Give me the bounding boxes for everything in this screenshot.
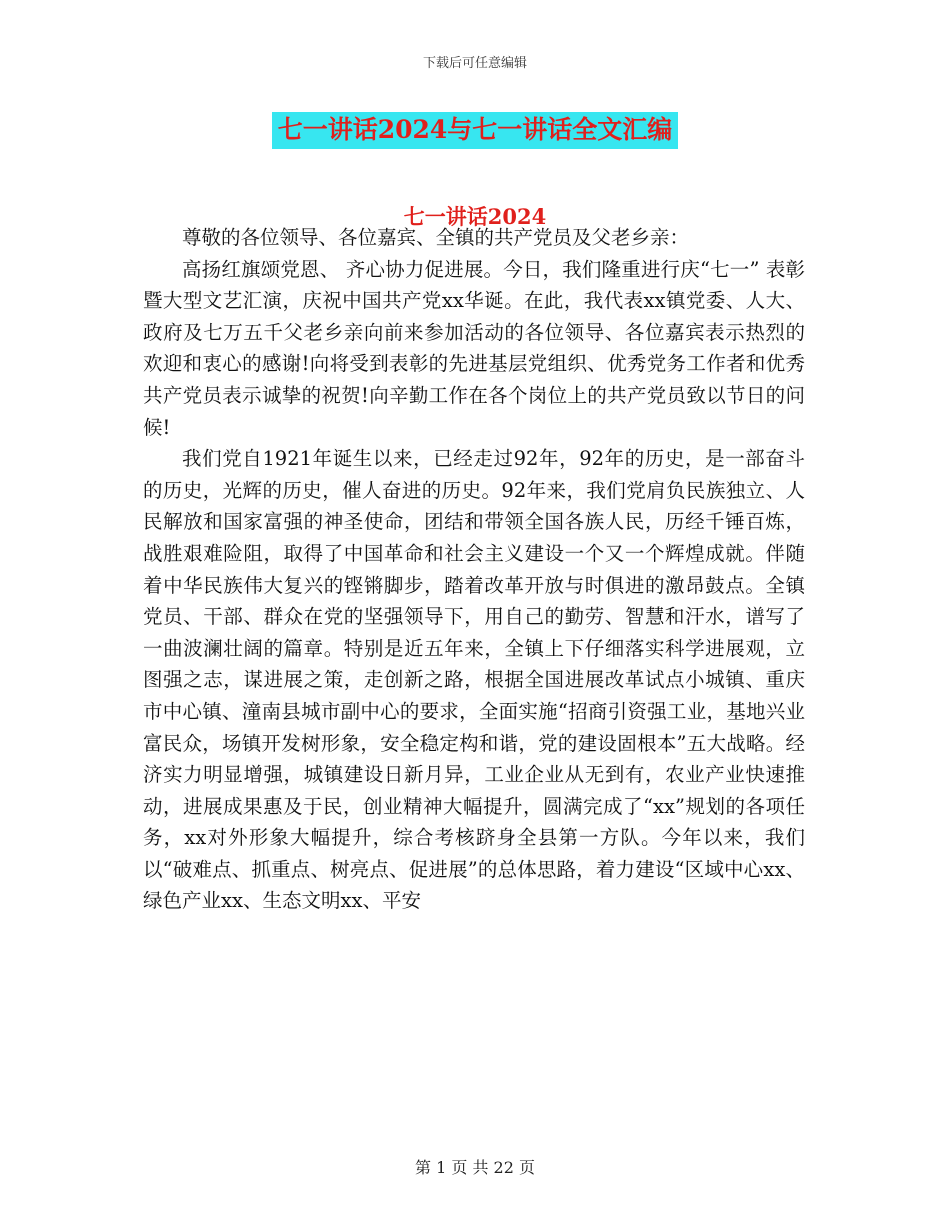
page-footer: 第 1 页 共 22 页 bbox=[415, 1158, 535, 1177]
document-title-container bbox=[0, 112, 950, 149]
paragraph-salutation: 尊敬的各位领导、各位嘉宾、全镇的共产党员及父老乡亲： bbox=[182, 226, 690, 249]
header-note: 下载后可任意编辑 bbox=[422, 56, 527, 71]
paragraph-opening: 高扬红旗颂党恩、 齐心协力促进展。今日，我们隆重进行庆“七一” 表彰暨大型文艺汇演，庆祝中国共产党xx华诞。在此，我代表xx镇党委、人大、政府及七万五千父老乡亲向前来参加活动的各位领导、各位嘉宾表示热烈的欢迎和衷心的感谢!向将受到表彰的先进基层党组织、优秀党务工作者和优秀共产党员表示诚挚的祝贺!向辛勤工作在各个岗位上的共产党员致以节日的问候! bbox=[143, 257, 805, 439]
document-body bbox=[143, 222, 805, 917]
section-title: 七一讲话2024 bbox=[403, 204, 547, 229]
document-title: 七一讲话2024与七一讲话全文汇编 bbox=[272, 112, 679, 149]
paragraph-history: 我们党自1921年诞生以来，已经走过92年，92年的历史，是一部奋斗的历史，光辉的历史，催人奋进的历史。92年来，我们党肩负民族独立、人民解放和国家富强的神圣使命，团结和带领全国各族人民，历经千锤百炼，战胜艰难险阻，取得了中国革命和社会主义建设一个又一个辉煌成就。伴随着中华民族伟大复兴的铿锵脚步，踏着改革开放与时俱进的激昂鼓点。全镇党员、干部、群众在党的坚强领导下，用自己的勤劳、智慧和汗水，谱写了一曲波澜壮阔的篇章。特别是近五年来，全镇上下仔细落实科学进展观，立图强之志，谋进展之策，走创新之路，根据全国进展改革试点小城镇、重庆市中心镇、潼南县城市副中心的要求，全面实施“招商引资强工业，基地兴业富民众，场镇开发树形象，安全稳定构和谐，党的建设固根本”五大战略。经济实力明显增强，城镇建设日新月异，工业企业从无到有，农业产业快速推动，进展成果惠及于民，创业精神大幅提升，圆满完成了“xx”规划的各项任务，xx对外形象大幅提升，综合考核跻身全县第一方队。今年以来，我们以“破难点、抓重点、树亮点、促进展”的总体思路，着力建设“区域中心xx、绿色产业xx、生态文明xx、平安 bbox=[143, 447, 805, 913]
